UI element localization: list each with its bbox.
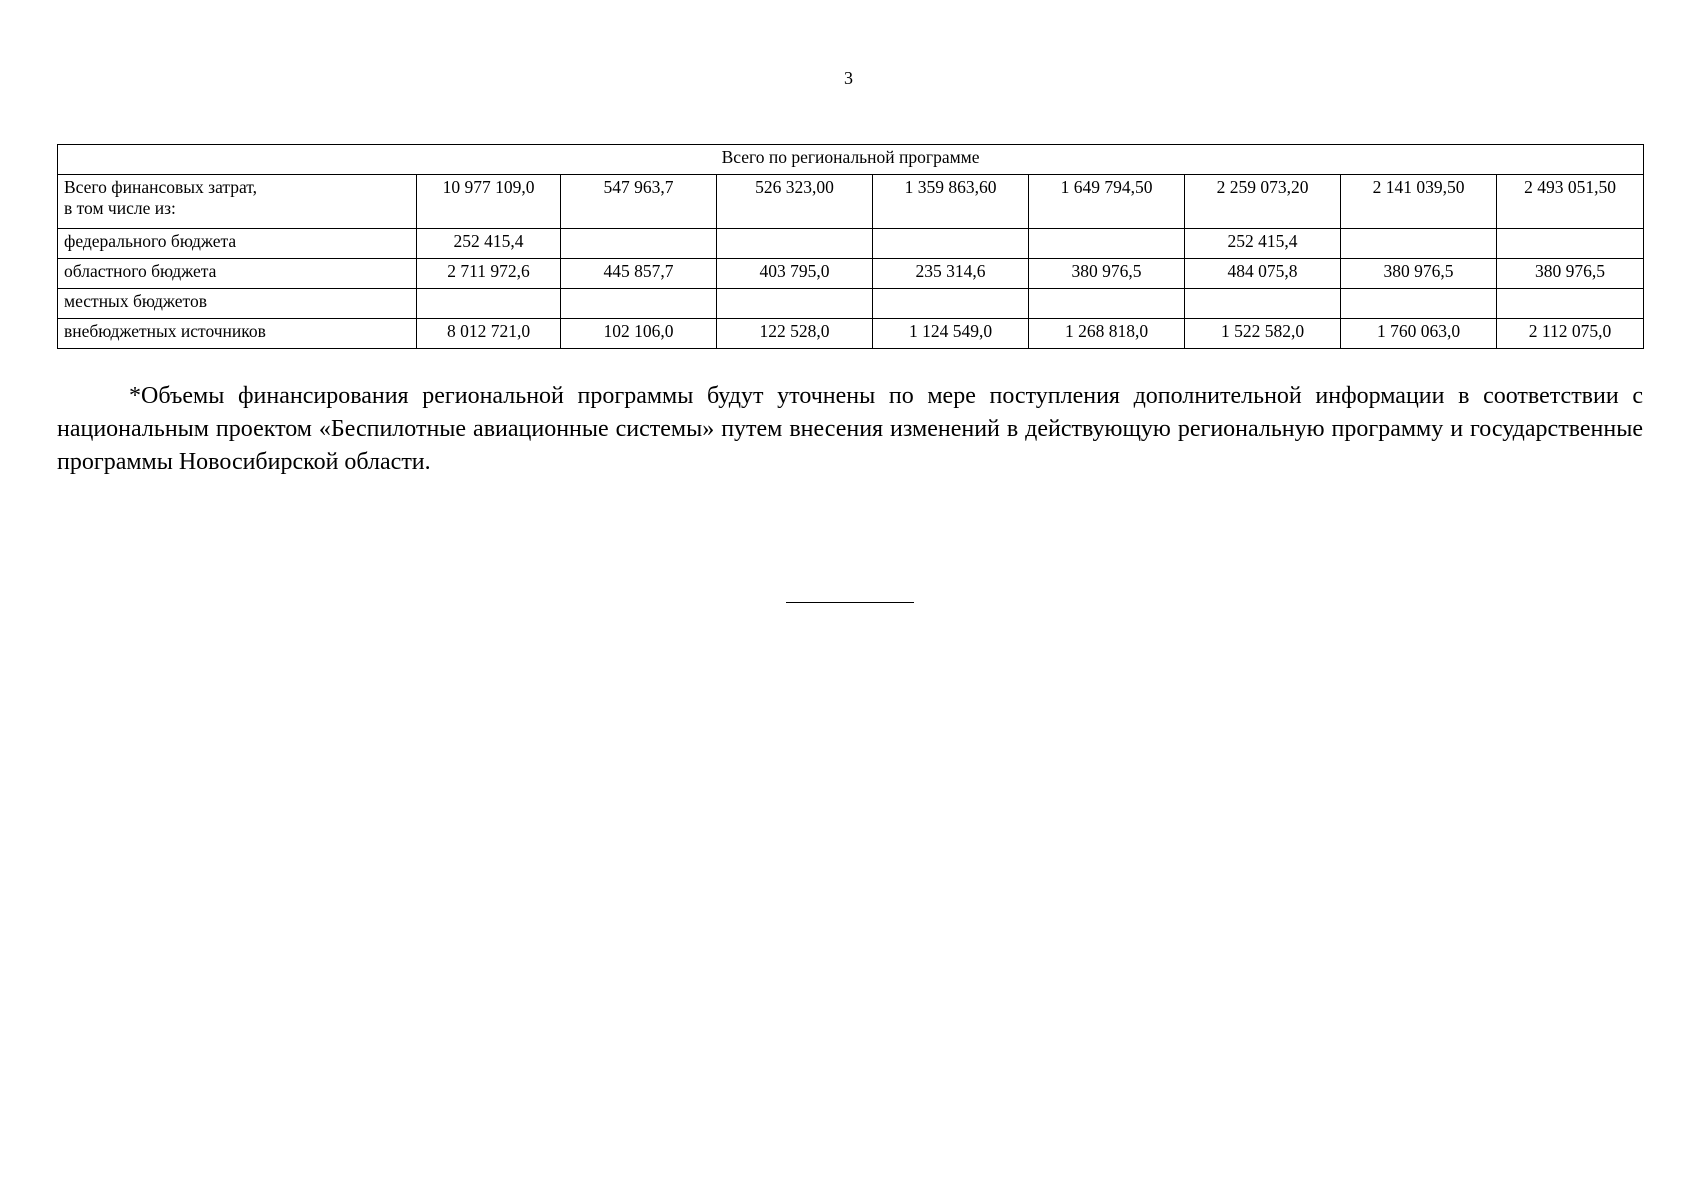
- table-row: [58, 175, 1644, 229]
- table-cell: [873, 229, 1029, 259]
- table-cell: [417, 289, 561, 319]
- table-cell: [1341, 289, 1497, 319]
- table-cell: 403 795,0: [717, 259, 873, 289]
- table-cell: 1 649 794,50: [1029, 175, 1185, 229]
- table-cell: 445 857,7: [561, 259, 717, 289]
- table-row: [58, 289, 1644, 319]
- table-cell: [1029, 289, 1185, 319]
- table-cell: [561, 289, 717, 319]
- row-label-line: внебюджетных источников: [64, 321, 266, 341]
- table-cell: 1 268 818,0: [1029, 319, 1185, 349]
- row-label-line: областного бюджета: [64, 261, 217, 281]
- table-cell: 1 760 063,0: [1341, 319, 1497, 349]
- closing-separator-line: [786, 602, 914, 603]
- row-label-line: в том числе из:: [64, 198, 176, 218]
- row-label: [58, 259, 417, 289]
- footnote: *Объемы финансирования региональной программы будут уточнены по мере поступления дополнительной информации в соответствии с национальным проектом «Беспилотные авиационные системы» путем внесения изменений в действующую региональную программу и государственные программы Новосибирской области.: [57, 383, 1643, 475]
- table-cell: 1 522 582,0: [1185, 319, 1341, 349]
- table-cell: 235 314,6: [873, 259, 1029, 289]
- table-cell: 102 106,0: [561, 319, 717, 349]
- row-label: [58, 175, 417, 229]
- table-cell: 380 976,5: [1029, 259, 1185, 289]
- table-cell: 1 359 863,60: [873, 175, 1029, 229]
- financing-table: [57, 144, 1644, 349]
- table-section-header-row: [58, 145, 1644, 175]
- row-label-line: федерального бюджета: [64, 231, 237, 251]
- table-cell: 526 323,00: [717, 175, 873, 229]
- table-cell: 484 075,8: [1185, 259, 1341, 289]
- table-cell: [561, 229, 717, 259]
- table-cell: 2 112 075,0: [1497, 319, 1644, 349]
- table-row: [58, 229, 1644, 259]
- table-cell: 122 528,0: [717, 319, 873, 349]
- table-cell: 2 711 972,6: [417, 259, 561, 289]
- table-cell: [1029, 229, 1185, 259]
- table-cell: 2 493 051,50: [1497, 175, 1644, 229]
- table-cell: 10 977 109,0: [417, 175, 561, 229]
- table-cell: [873, 289, 1029, 319]
- table-row: [58, 259, 1644, 289]
- table-cell: 2 259 073,20: [1185, 175, 1341, 229]
- page-number: 3: [844, 68, 853, 88]
- table-cell: 252 415,4: [1185, 229, 1341, 259]
- table-cell: [1341, 229, 1497, 259]
- table-cell: 380 976,5: [1341, 259, 1497, 289]
- row-label: [58, 319, 417, 349]
- table-cell: [1497, 229, 1644, 259]
- table-cell: [1497, 289, 1644, 319]
- table-cell: 547 963,7: [561, 175, 717, 229]
- table-cell: 2 141 039,50: [1341, 175, 1497, 229]
- table-cell: 380 976,5: [1497, 259, 1644, 289]
- row-label-line: Всего финансовых затрат,: [64, 177, 258, 197]
- table-cell: 1 124 549,0: [873, 319, 1029, 349]
- section-title: Всего по региональной программе: [58, 145, 1644, 175]
- table-cell: [1185, 289, 1341, 319]
- table-cell: 8 012 721,0: [417, 319, 561, 349]
- table-row: [58, 319, 1644, 349]
- table-cell: [717, 229, 873, 259]
- row-label: [58, 229, 417, 259]
- table-cell: [717, 289, 873, 319]
- row-label: [58, 289, 417, 319]
- row-label-line: местных бюджетов: [64, 291, 207, 311]
- table-cell: 252 415,4: [417, 229, 561, 259]
